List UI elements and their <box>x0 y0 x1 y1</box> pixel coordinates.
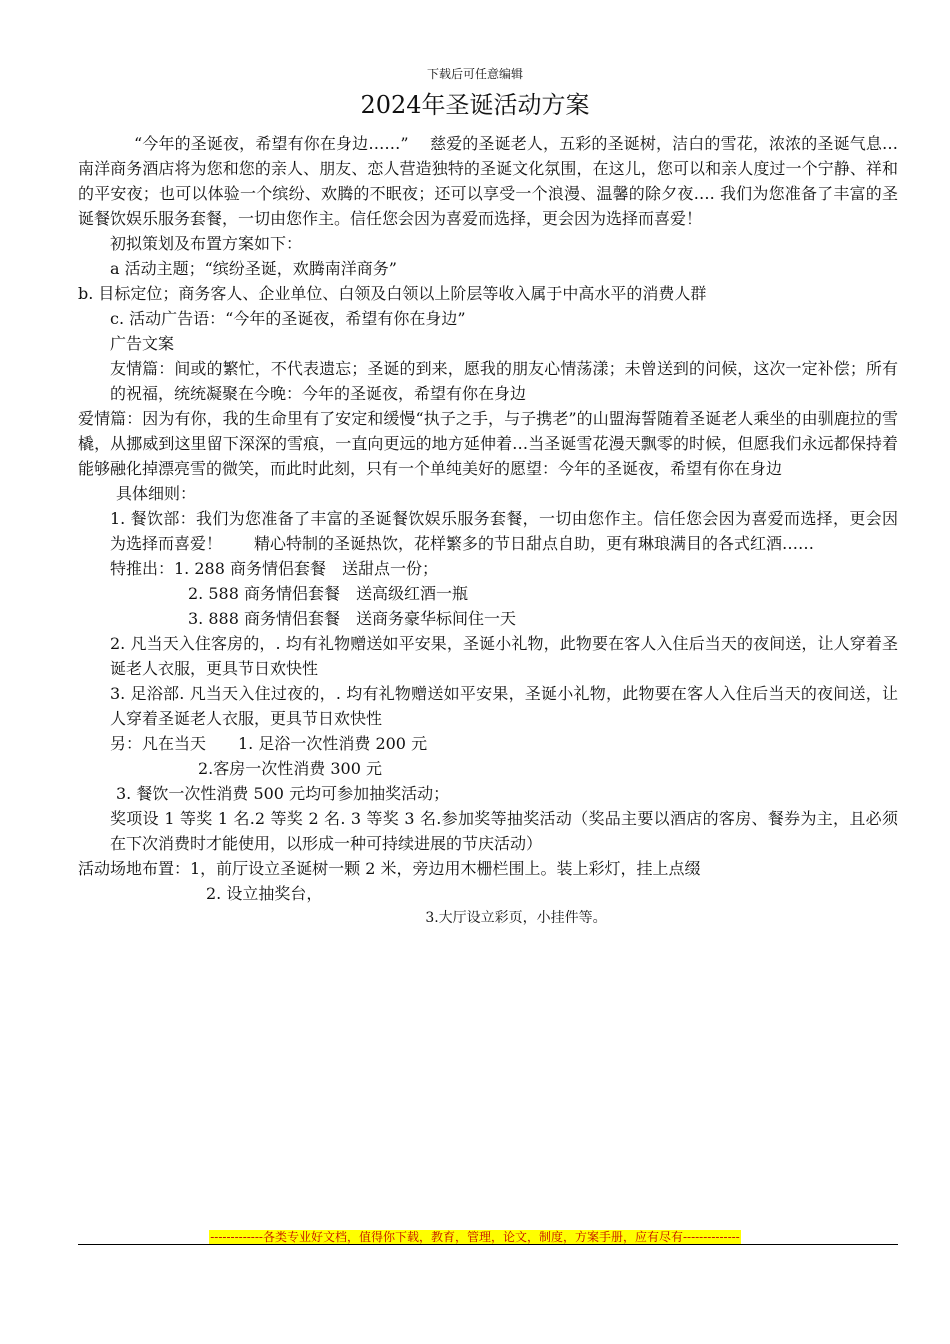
intro-paragraph: “今年的圣诞夜，希望有你在身边……” 慈爱的圣诞老人，五彩的圣诞树，洁白的雪花，浓浓的圣诞气息…南洋商务酒店将为您和您的亲人、朋友、恋人营造独特的圣诞文化氛围，在这儿，您可以和亲人度过一个宁静、祥和的平安夜；也可以体验一个缤纷、欢腾的不眠夜；还可以享受一个浪漫、温馨的除夕夜…. 我们为您准备了丰富的圣诞餐饮娱乐服务套餐，一切由您作主。信任您会因为喜爱而选择，更会因为选择而喜爱！ <box>78 134 898 228</box>
special-offer-2: 2. 588 商务情侣套餐 送高级红酒一瓶 <box>188 584 468 603</box>
venue-layout-2: 2. 设立抽奖台， <box>206 884 323 903</box>
footer-divider <box>78 1244 898 1245</box>
document-body <box>78 131 898 931</box>
foot-bath-section: 3. 足浴部. 凡当天入住过夜的，. 均有礼物赠送如平安果，圣诞小礼物，此物要在客人入住后当天的夜间送，让人穿着圣诞老人衣服，更具节日欢快性 <box>110 684 898 728</box>
activity-slogan: c. 活动广告语：“今年的圣诞夜，希望有你在身边” <box>110 309 466 328</box>
venue-layout-1: 活动场地布置：1，前厅设立圣诞树一颗 2 米，旁边用木栅栏围上。装上彩灯，挂上点缀 <box>78 859 701 878</box>
lottery-condition-2: 2.客房一次性消费 300 元 <box>198 759 382 778</box>
plan-intro: 初拟策划及布置方案如下： <box>110 234 303 253</box>
target-positioning: b. 目标定位；商务客人、企业单位、白领及白领以上阶层等收入属于中高水平的消费人群 <box>78 284 707 303</box>
venue-layout-3: 3.大厅设立彩页，小挂件等。 <box>425 910 607 926</box>
special-offer-3: 3. 888 商务情侣套餐 送商务豪华标间住一天 <box>188 609 516 628</box>
activity-theme: a 活动主题；“缤纷圣诞，欢腾南洋商务” <box>110 259 397 278</box>
ad-copy-heading: 广告文案 <box>110 334 175 353</box>
dining-section: 1. 餐饮部：我们为您准备了丰富的圣诞餐饮娱乐服务套餐，一切由您作主。信任您会因为喜爱而选择，更会因为选择而喜爱！ 精心特制的圣诞热饮，花样繁多的节日甜点自助，更有琳琅满目的各式红酒…… <box>110 509 898 553</box>
footer-banner-text: -------------各类专业好文档，值得你下载，教育，管理，论文，制度，方案手册，应有尽有-------------- <box>210 1230 740 1244</box>
lottery-condition-1: 另：凡在当天 1. 足浴一次性消费 200 元 <box>110 734 428 753</box>
love-copy: 爱情篇：因为有你，我的生命里有了安定和缓慢“执子之手，与子携老”的山盟海誓随着圣诞老人乘坐的由驯鹿拉的雪橇，从挪威到这里留下深深的雪痕，一直向更远的地方延伸着…当圣诞雪花漫天飘零的时候，但愿我们永远都保持着能够融化掉漂亮雪的微笑，而此时此刻，只有一个单纯美好的愿望：今年的圣诞夜，希望有你在身边 <box>78 409 898 478</box>
footer-banner <box>0 1226 950 1245</box>
room-gift-section: 2. 凡当天入住客房的，. 均有礼物赠送如平安果，圣诞小礼物，此物要在客人入住后当天的夜间送，让人穿着圣诞老人衣服，更具节日欢快性 <box>110 634 898 678</box>
special-offer-1: 特推出：1. 288 商务情侣套餐 送甜点一份； <box>110 559 438 578</box>
prize-settings: 奖项设 1 等奖 1 名.2 等奖 2 名. 3 等奖 3 名.参加奖等抽奖活动（奖品主要以酒店的客房、餐券为主，且必须在下次消费时才能使用，以形成一种可持续进展的节庆活动） <box>110 809 898 853</box>
lottery-condition-3: 3. 餐饮一次性消费 500 元均可参加抽奖活动； <box>116 784 450 803</box>
details-heading: 具体细则： <box>116 484 197 503</box>
header-note: 下载后可任意编辑 <box>426 67 523 81</box>
document-title: 2024年圣诞活动方案 <box>360 91 590 119</box>
friendship-copy: 友情篇：间或的繁忙，不代表遗忘；圣诞的到来，愿我的朋友心情荡漾；未曾送到的问候，这次一定补偿；所有的祝福，统统凝聚在今晚：今年的圣诞夜，希望有你在身边 <box>110 359 898 403</box>
